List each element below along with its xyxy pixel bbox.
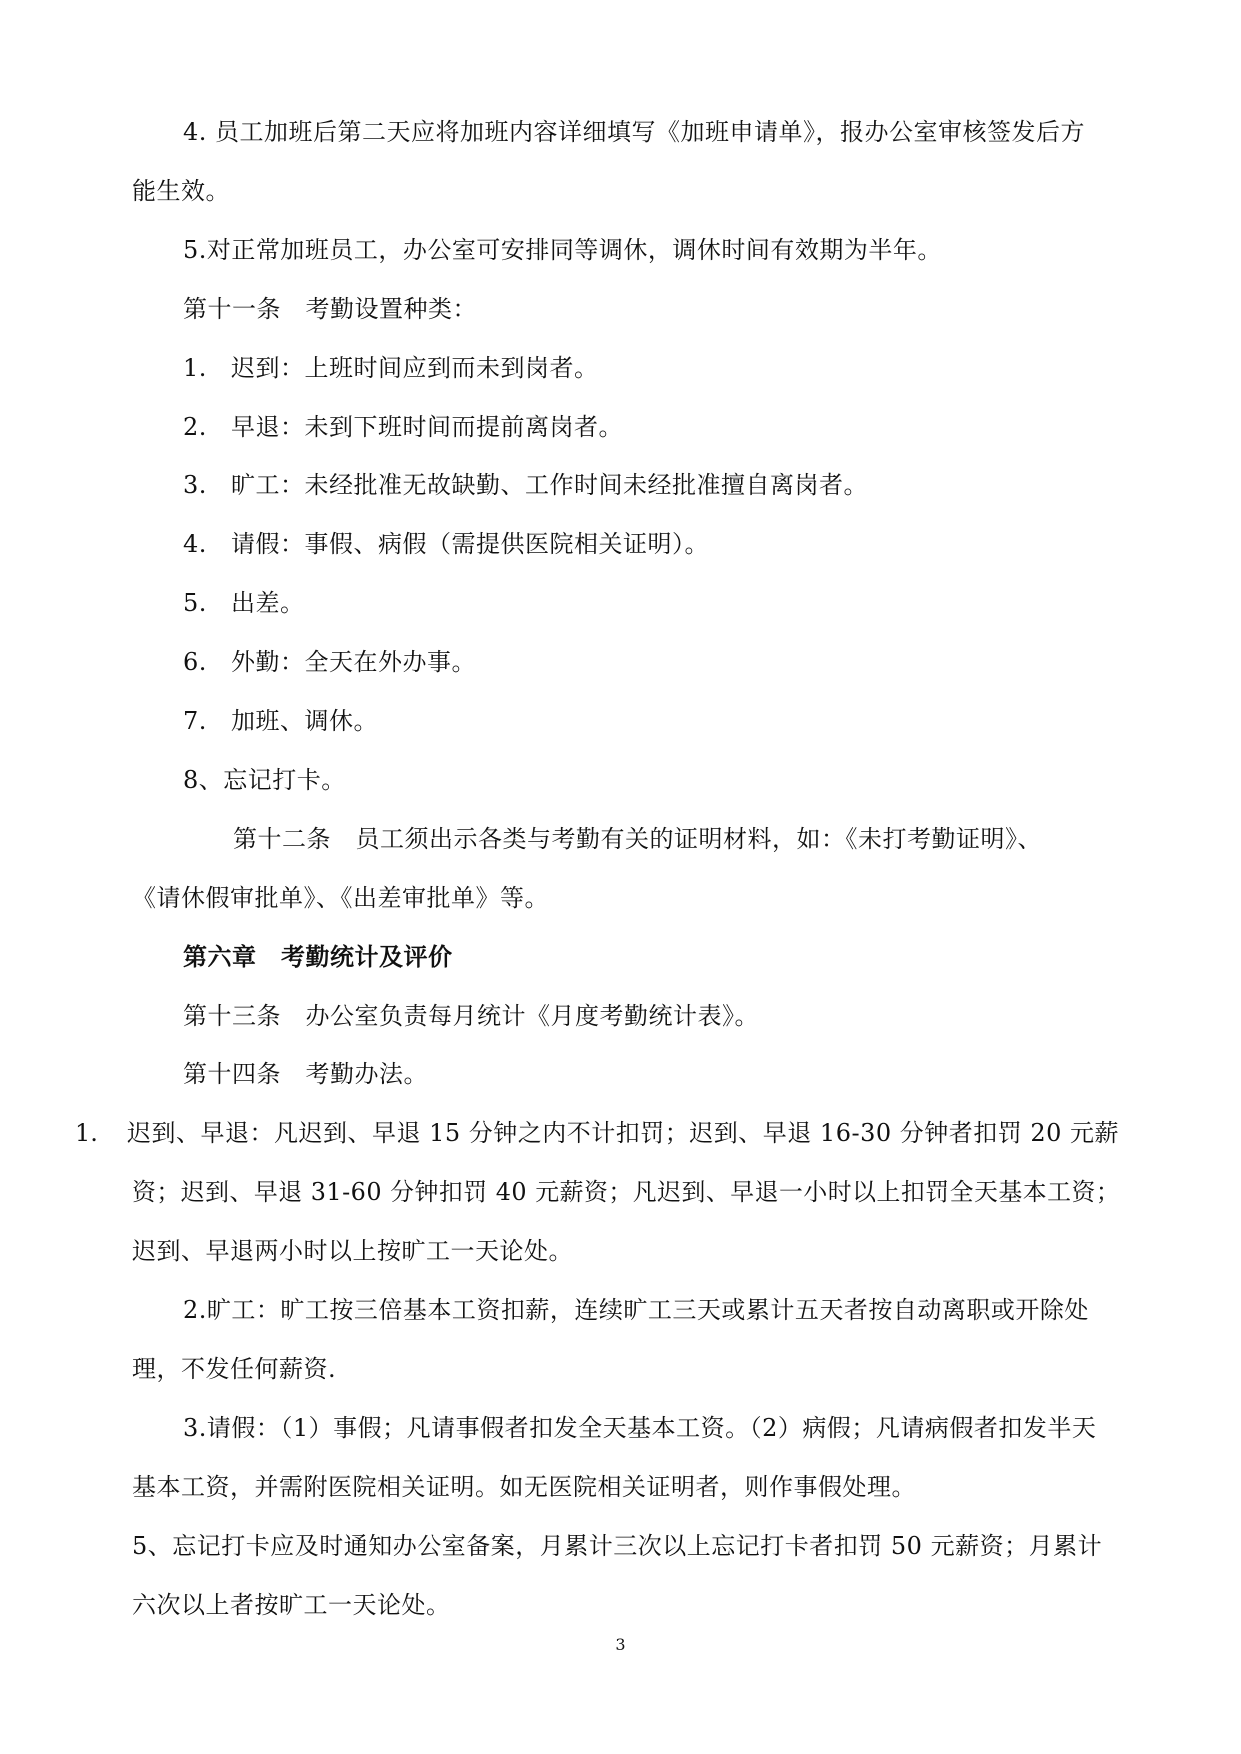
attendance-type-text: 加班、调休。: [231, 707, 378, 735]
attendance-type-item: [183, 470, 868, 500]
paragraph-overtime-application-line1: 4. 员工加班后第二天应将加班内容详细填写《加班申请单》，报办公室审核签发后方: [183, 118, 1086, 146]
rule-2-line2: 理，不发任何薪资.: [132, 1355, 337, 1383]
chapter-6-heading: 第六章 考勤统计及评价: [183, 942, 453, 971]
rule-2-line1: 2.旷工：旷工按三倍基本工资扣薪，连续旷工三天或累计五天者按自动离职或开除处: [183, 1296, 1089, 1324]
rule-5-line2: 六次以上者按旷工一天论处。: [132, 1591, 451, 1619]
attendance-type-item: [183, 412, 623, 442]
rule-1-number: 1.: [75, 1119, 98, 1147]
article-13: 第十三条 办公室负责每月统计《月度考勤统计表》。: [183, 1002, 759, 1030]
attendance-type-number: 2.: [183, 413, 207, 441]
attendance-type-item-forgot-punch: 8、忘记打卡。: [183, 766, 346, 794]
attendance-type-text: 外勤：全天在外办事。: [231, 648, 476, 676]
rule-1-line3: 迟到、早退两小时以上按旷工一天论处。: [132, 1237, 573, 1265]
rule-5-line1: 5、忘记打卡应及时通知办公室备案，月累计三次以上忘记打卡者扣罚 50 元薪资；月累计: [132, 1532, 1103, 1560]
attendance-type-number: 5.: [183, 589, 207, 617]
attendance-type-item: [183, 706, 378, 736]
attendance-type-item: [183, 353, 599, 383]
paragraph-overtime-application-line2: 能生效。: [132, 177, 230, 205]
attendance-type-number: 3.: [183, 471, 207, 499]
attendance-type-item: [183, 647, 476, 677]
rule-1-line1: 迟到、早退：凡迟到、早退 15 分钟之内不计扣罚；迟到、早退 16-30 分钟者扣罚 20 元薪: [127, 1119, 1120, 1147]
attendance-type-text: 早退：未到下班时间而提前离岗者。: [231, 413, 623, 441]
attendance-type-text: 迟到：上班时间应到而未到岗者。: [231, 354, 599, 382]
article-14: 第十四条 考勤办法。: [183, 1060, 428, 1088]
attendance-type-number: 7.: [183, 707, 207, 735]
attendance-type-item: [183, 529, 709, 559]
rule-1-line2: 资；迟到、早退 31-60 分钟扣罚 40 元薪资；凡迟到、早退一小时以上扣罚全天基本工资；: [132, 1178, 1121, 1206]
article-12-line2: 《请休假审批单》、《出差审批单》等。: [132, 884, 549, 912]
attendance-type-number: 6.: [183, 648, 207, 676]
attendance-type-number: 4.: [183, 530, 207, 558]
attendance-type-text: 请假：事假、病假（需提供医院相关证明）。: [231, 530, 709, 558]
attendance-type-item: [183, 588, 305, 618]
rule-3-line1: 3.请假：（1）事假；凡请事假者扣发全天基本工资。（2）病假；凡请病假者扣发半天: [183, 1414, 1097, 1442]
paragraph-compensatory-leave: 5.对正常加班员工，办公室可安排同等调休，调休时间有效期为半年。: [183, 236, 942, 264]
article-12-line1: 第十二条 员工须出示各类与考勤有关的证明材料，如：《未打考勤证明》、: [233, 825, 1042, 853]
rule-3-line2: 基本工资，并需附医院相关证明。如无医院相关证明者，则作事假处理。: [132, 1473, 916, 1501]
attendance-type-text: 旷工：未经批准无故缺勤、工作时间未经批准擅自离岗者。: [231, 471, 868, 499]
attendance-type-text: 出差。: [231, 589, 305, 617]
article-11-heading: 第十一条 考勤设置种类：: [183, 295, 477, 323]
attendance-type-number: 1.: [183, 354, 207, 382]
page-number: 3: [615, 1635, 626, 1654]
